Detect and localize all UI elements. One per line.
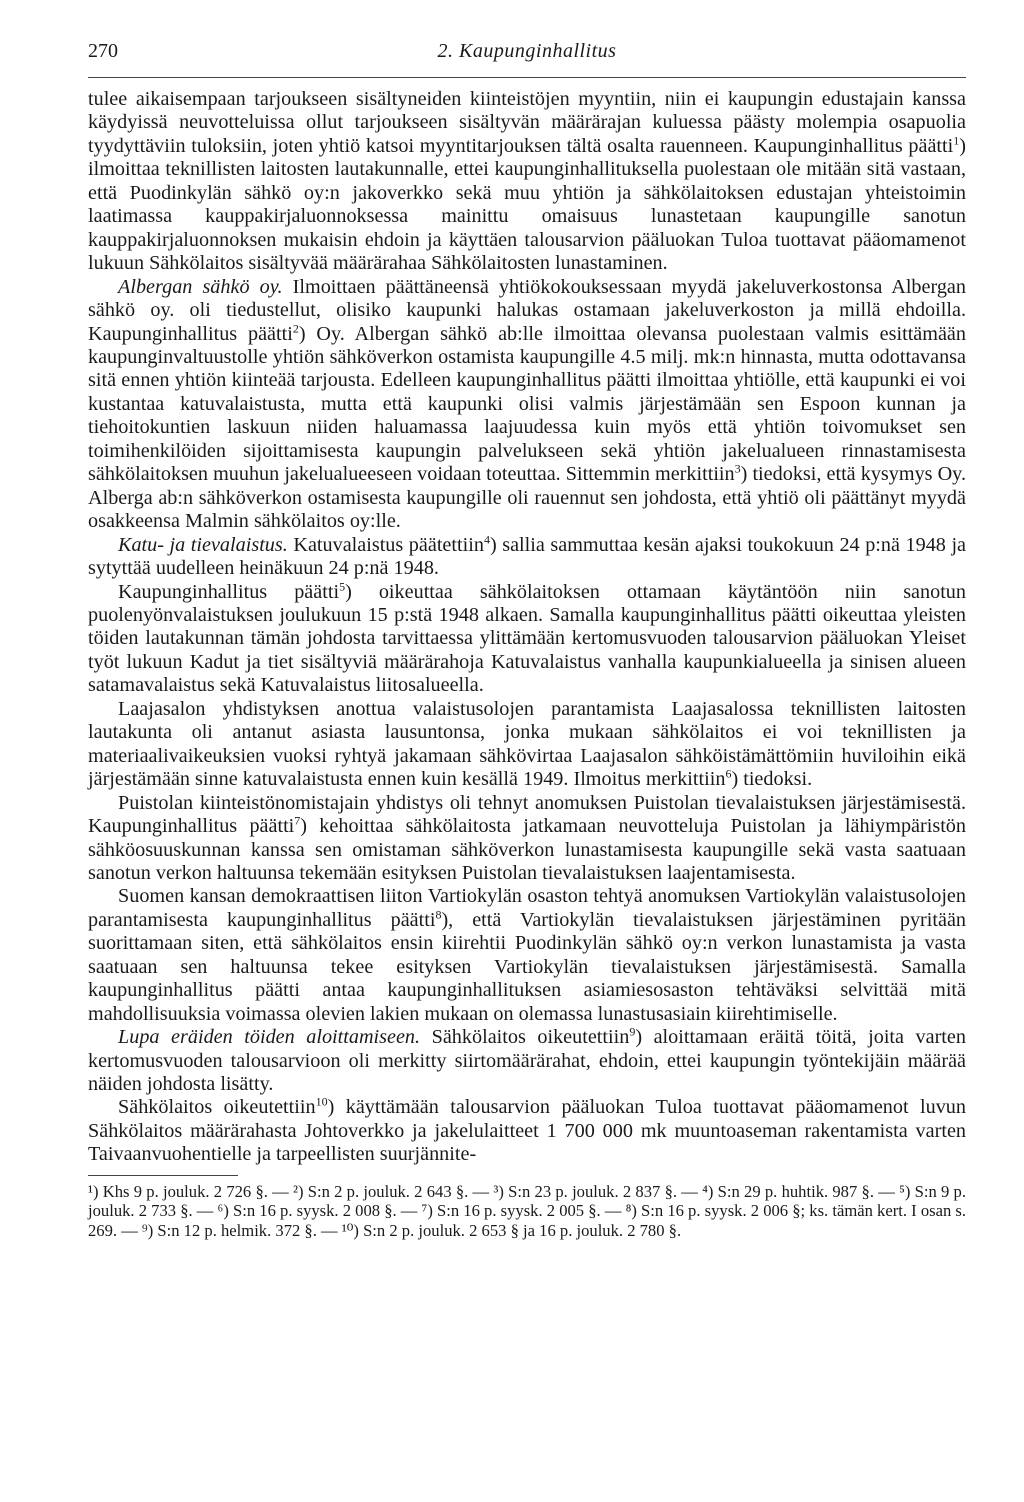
footnote-ref: 8	[435, 907, 442, 922]
section-heading: Lupa eräiden töiden aloittamiseen.	[118, 1026, 421, 1049]
paragraph	[88, 792, 966, 886]
text-run: ) aloittamaan eräitä töitä, joita varten kertomusvuoden talousarvioon oli merkitty siirtomäärärahat, ehdoin, ettei kaupungin työntekijäin määrää näiden johdosta lisätty.	[88, 1026, 966, 1096]
text-run: ) oikeuttaa sähkölaitoksen ottamaan käytäntöön niin sanotun puolenyönvalaistuksen joulukuun 15 p:stä 1948 alkaen. Samalla kaupunginhallitus päätti oikeuttaa yleisten töiden lautakunnan tämän johdosta tarvittaessa ylittämään kertomusvuoden talousarvion pääluokan Yleiset työt lukuun Kadut ja tiet sisältyviä määrärahoja Katuvalaistus vanhalla kaupunkialueella ja sinisen alueen satamavalaistus sekä Katuvalaistus liitosalueella.	[88, 580, 966, 697]
footnote-text: ¹) Khs 9 p. jouluk. 2 726 §. — ²) S:n 2 p. jouluk. 2 643 §. — ³) S:n 23 p. jouluk. 2 837 §. — ⁴) S:n 29 p. huhtik. 987 §. — ⁵) S:n 9 p. jouluk. 2 733 §. — ⁶) S:n 16 p. syysk. 2 008 §. — ⁷) S:n 16 p. syysk. 2 005 §. — ⁸) S:n 16 p. syysk. 2 006 §; ks. tämän kert. I osan s. 269. — ⁹) S:n 12 p. helmik. 372 §. — ¹⁰) S:n 2 p. jouluk. 2 653 § ja 16 p. jouluk. 2 780 §.	[88, 1181, 966, 1240]
text-run: Sähkölaitos oikeutettiin	[118, 1096, 316, 1119]
page-header	[88, 40, 966, 77]
body-text	[88, 88, 966, 1167]
text-run: Suomen kansan demokraattisen liiton Vartiokylän osaston tehtyä anomuksen Vartiokylän valaistusolojen parantamisesta kaupunginhallitus päätti	[88, 885, 966, 931]
page-number: 270	[88, 40, 118, 62]
text-run: ) tiedoksi, että kysymys Oy. Alberga ab:n sähköverkon ostamisesta kaupungille oli rauennut sen johdosta, että yhtiö oli päättänyt myydä osakkeensa Malmin sähkölaitos oy:lle.	[88, 463, 967, 533]
text-run: ), että Vartiokylän tievalaistuksen järjestäminen pyritään suorittamaan siten, että sähkölaitos ensin kiirehtii Puodinkylän sähkö oy:n verkon lunastamista ja vasta saatuaan sen haltuunsa tekee esityksen Vartiokylän tievalaistuksen järjestämisestä. Samalla kaupunginhallitus päätti antaa kaupunginhallituksen asiamiesosaston tehtäväksi selvittää mitä mahdollisuuksia voimassa olevien lakien mukaan on olemassa lunastusasiain kiirehtimiselle.	[88, 908, 966, 1025]
text-run: Puistolan kiinteistönomistajain yhdistys oli tehnyt anomuksen Puistolan tievalaistuksen järjestämisestä. Kaupunginhallitus päätti	[88, 791, 966, 838]
footnote-ref: 1	[953, 133, 960, 148]
paragraph	[88, 276, 966, 534]
text-run: Kaupunginhallitus päätti	[118, 580, 340, 603]
footnote-ref: 6	[725, 766, 732, 781]
text-run: Laajasalon yhdistyksen anottua valaistusolojen parantamista Laajasalossa teknillisten laitosten lautakunta oli antanut asiasta lausuntonsa, jonka mukaan sähkölaitos ei voi teknillisten ja materiaalivaikeuksien vuoksi ryhtyä jakamaan sähkövirtaa Laajasalon sähköistämättömiin huviloihin eikä järjestämään sinne katuvalaistusta ennen kuin kesällä 1949. Ilmoitus merkittiin	[88, 697, 966, 791]
header-rule	[88, 77, 966, 78]
text-run: Ilmoittaen päättäneensä yhtiökokouksessaan myydä jakeluverkostonsa Albergan sähkö oy. oli tiedustellut, olisiko kaupunki halukas ostamaan jakeluverkoston ja millä ehdoilla. Kaupunginhallitus päätti	[88, 275, 966, 345]
paragraph	[88, 698, 966, 792]
footnotes	[88, 1182, 966, 1241]
footnote-ref: 7	[294, 813, 301, 828]
paragraph	[88, 885, 966, 1026]
paragraph	[88, 1026, 966, 1096]
text-run: Katuvalaistus päätettiin	[287, 533, 484, 556]
footnote-ref: 9	[629, 1024, 636, 1039]
text-run: ) käyttämään talousarvion pääluokan Tuloa tuottavat pääomamenot luvun Sähkölaitos määrärahasta Johtoverkko ja jakelulaitteet 1 700 000 mk muuntoaseman rakentamista varten Taivaanvuohentielle ja tarpeellisten suurjännite-	[88, 1096, 966, 1166]
text-run: ) tiedoksi.	[731, 768, 813, 791]
text-run: ) kehoittaa sähkölaitosta jatkamaan neuvotteluja Puistolan ja lähiympäristön sähköosuuskunnan kanssa sen omistaman sähköverkon lunastamisesta kaupungille sekä vasta saatuaan sanotun verkon haltuunsa tekemään esityksen Puistolan tievalaistuksen laajentamisesta.	[88, 815, 966, 884]
paragraph	[88, 578, 966, 698]
footnote-ref: 3	[734, 461, 741, 476]
text-run: Sähkölaitos oikeutettiin	[420, 1026, 630, 1049]
section-heading: Katu- ja tievalaistus.	[118, 533, 288, 556]
paragraph	[88, 1096, 966, 1166]
footnote-ref: 2	[292, 320, 299, 335]
text-run: ) sallia sammuttaa kesän ajaksi toukokuun 24 p:nä 1948 ja sytyttää uudelleen heinäkuun 24 p:nä 1948.	[88, 533, 967, 580]
footnote-ref: 10	[315, 1094, 328, 1109]
text-run: ) ilmoittaa teknillisten laitosten lautakunnalle, ettei kaupunginhallituksella puolestaan ole mitään sitä vastaan, että Puodinkylän sähkö oy:n jakoverkko sekä muu yhtiön ja sähkölaitoksen edustajan yhteistoimin laatimassa kauppakirjaluonnoksessa mainittu omaisuus lunastetaan kaupungille sanotun kauppakirjaluonnoksen mukaisin ehdoin ja käyttäen talousarvion pääluokan Tuloa tuottavat pääomamenot lukuun Sähkölaitos sisältyvää määrärahaa Sähkölaitosten lunastaminen.	[88, 134, 966, 275]
paragraph	[88, 531, 967, 581]
document-page	[88, 40, 966, 1240]
running-title: 2. Kaupunginhallitus	[437, 40, 617, 62]
paragraph	[88, 88, 966, 276]
text-run: tulee aikaisempaan tarjoukseen sisältyneiden kiinteistöjen myyntiin, niin ei kaupungin edustajain kanssa käydyissä neuvotteluissa ollut tarjoukseen sisältyvän määrärajan kuluessa päästy molempia osapuolia tyydyttäviin tuloksiin, joten yhtiö katsoi myyntitarjouksen tältä osalta rauenneen. Kaupunginhallitus päätti	[88, 88, 966, 157]
section-heading: Albergan sähkö oy.	[118, 275, 283, 298]
text-run: ) Oy. Albergan sähkö ab:lle ilmoittaa olevansa puolestaan valmis esittämään kaupunginvaltuustolle yhtiön sähköverkon ostamista kaupungille 4.5 milj. mk:n hinnasta, mutta odottavansa sitä ennen yhtiön kiinteää tarjousta. Edelleen kaupunginhallitus päätti ilmoittaa yhtiölle, että kaupunki ei voi kustantaa katuvalaistusta, mutta että kaupunki olisi valmis järjestämään sen Espoon kunnan ja tiehoitokuntien laskuun niiden haluamassa laajuudessa kuin myös että yhtiön toivomukset sen toimihenkilöiden sijoittamisesta kaupungin palvelukseen sekä yhtiön jakelualueen rinnastamisesta sähkölaitoksen muuhun jakelualueeseen voidaan toteuttaa. Sittemmin merkittiin	[88, 322, 966, 486]
footnote-rule	[88, 1175, 238, 1176]
footnote-ref: 4	[483, 531, 490, 546]
footnote-ref: 5	[339, 578, 346, 593]
